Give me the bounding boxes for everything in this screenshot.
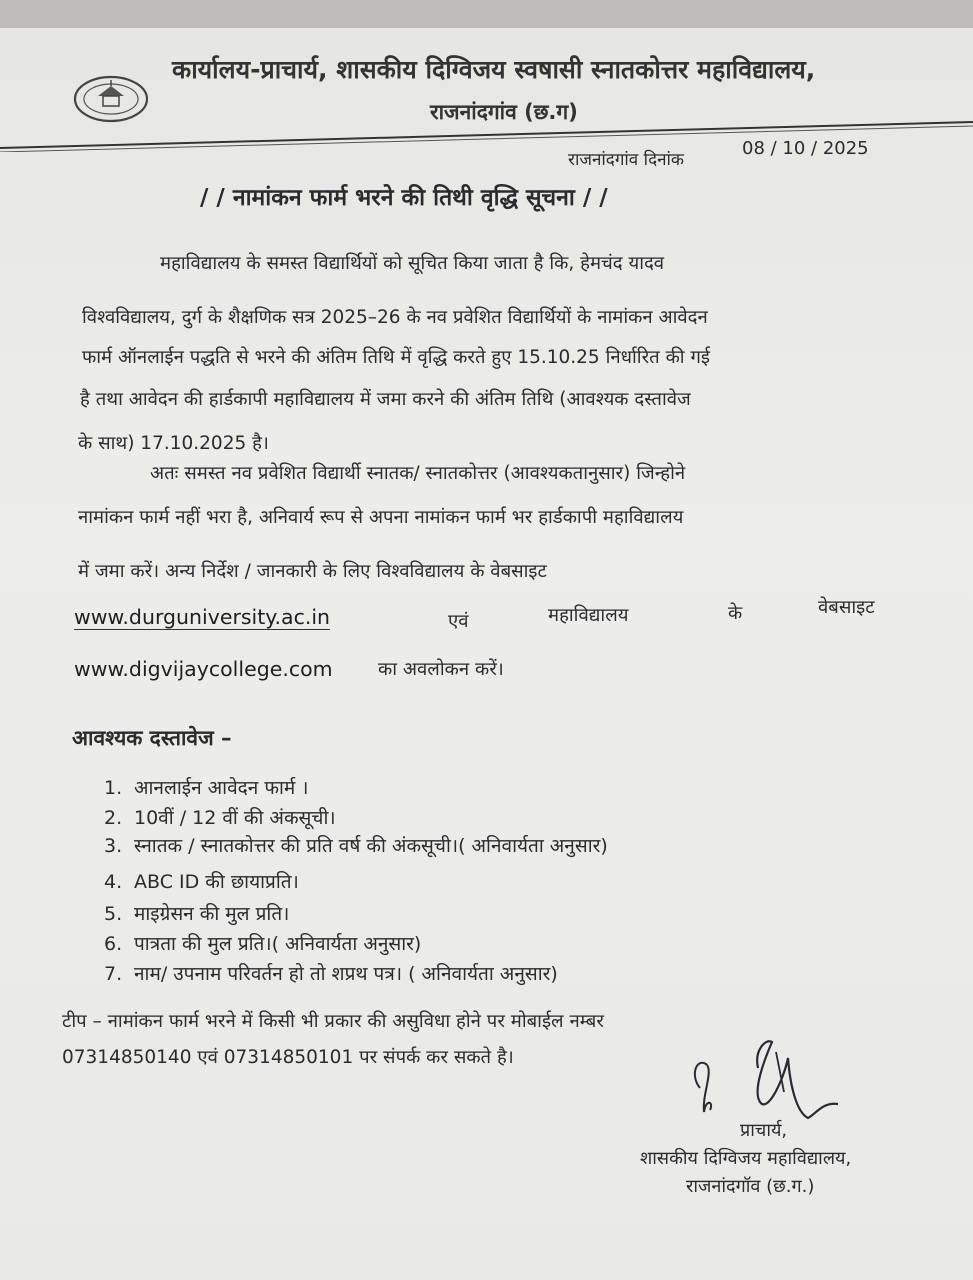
document-item — [104, 930, 421, 956]
item-text: आनलाईन आवेदन फार्म । — [134, 777, 309, 799]
university-website-link[interactable]: www.durguniversity.ac.in — [74, 605, 331, 629]
signatory-designation: प्राचार्य, — [740, 1120, 788, 1141]
signatory-institution: शासकीय दिग्विजय महाविद्यालय, — [640, 1148, 852, 1169]
paragraph-line: के साथ) 17.10.2025 है। — [78, 433, 269, 454]
notice-title: / / नामांकन फार्म भरने की तिथी वृद्धि सूचना / / — [200, 185, 608, 211]
paragraph-line: फार्म ऑनलाईन पद्धति से भरने की अंतिम तिथि में वृद्धि करते हुए 15.10.25 निर्धारित की गई — [82, 347, 710, 368]
documents-heading: आवश्यक दस्तावेज – — [72, 726, 232, 750]
signatory-city: राजनांदगॉव (छ.ग.) — [686, 1176, 815, 1197]
paragraph-line: में जमा करें। अन्य निर्देश / जानकारी के लिए विश्वविद्यालय के वेबसाइट — [78, 561, 547, 582]
paragraph-line: महाविद्यालय के समस्त विद्यार्थियों को सूचित किया जाता है कि, हेमचंद यादव — [160, 253, 665, 274]
document-item — [104, 900, 289, 926]
date-value: 08 / 10 / 2025 — [742, 138, 869, 159]
document-item — [104, 804, 336, 830]
item-number: 7. — [104, 963, 123, 985]
paragraph-line: अतः समस्त नव प्रवेशित विद्यार्थी स्नातक/ स्नातकोत्तर (आवश्यकतानुसार) जिन्होने — [150, 463, 686, 484]
date-label: राजनांदगांव दिनांक — [568, 150, 684, 170]
tip-line: टीप – नामांकन फार्म भरने में किसी भी प्रकार की असुविधा होने पर मोबाईल नम्बर — [62, 1011, 604, 1032]
paragraph-line: नामांकन फार्म नहीं भरा है, अनिवार्य रूप से अपना नामांकन फार्म भर हार्डकापी महाविद्यालय — [78, 507, 684, 528]
item-text: माइग्रेसन की मुल प्रति। — [134, 903, 290, 925]
item-number: 3. — [104, 835, 123, 857]
paragraph-line: है तथा आवेदन की हार्डकापी महाविद्यालय में जमा करने की अंतिम तिथि (आवश्यक दस्तावेज — [80, 389, 691, 410]
college-website-link[interactable]: www.digvijaycollege.com — [74, 657, 333, 681]
item-text: स्नातक / स्नातकोत्तर की प्रति वर्ष की अंकसूची।( अनिवार्यता अनुसार) — [134, 835, 608, 857]
item-number: 5. — [104, 903, 123, 925]
item-text: पात्रता की मुल प्रति।( अनिवार्यता अनुसार) — [134, 933, 422, 955]
item-text: नाम/ उपनाम परिवर्तन हो तो शप्रथ पत्र। ( अनिवार्यता अनुसार) — [134, 963, 558, 985]
website-word: वेबसाइट — [818, 597, 875, 618]
tip-contact-line: 07314850140 एवं 07314850101 पर संपर्क कर सकते है। — [62, 1047, 514, 1068]
item-text: ABC ID की छायाप्रति। — [134, 871, 299, 893]
college-word: महाविद्यालय — [548, 605, 629, 626]
item-text: 10वीं / 12 वीं की अंकसूची। — [134, 807, 336, 829]
office-header-line: कार्यालय-प्राचार्य, शासकीय दिग्विजय स्वषासी स्नातकोत्तर महाविद्यालय, — [172, 55, 816, 84]
office-city-line: राजनांदगांव (छ.ग) — [430, 100, 578, 124]
and-word: एवं — [448, 611, 469, 632]
item-number: 1. — [104, 777, 123, 799]
item-number: 6. — [104, 933, 123, 955]
ke-word: के — [728, 603, 743, 624]
document-item — [104, 960, 558, 986]
document-item — [104, 868, 299, 894]
item-number: 2. — [104, 807, 123, 829]
item-number: 4. — [104, 871, 123, 893]
document-item — [104, 774, 309, 800]
paragraph-line: विश्वविद्यालय, दुर्ग के शैक्षणिक सत्र 2025–26 के नव प्रवेशित विद्यार्थियों के नामांकन आवेदन — [82, 307, 708, 328]
principal-signature — [688, 1028, 848, 1128]
review-text: का अवलोकन करें। — [378, 659, 504, 680]
document-item — [104, 832, 608, 858]
